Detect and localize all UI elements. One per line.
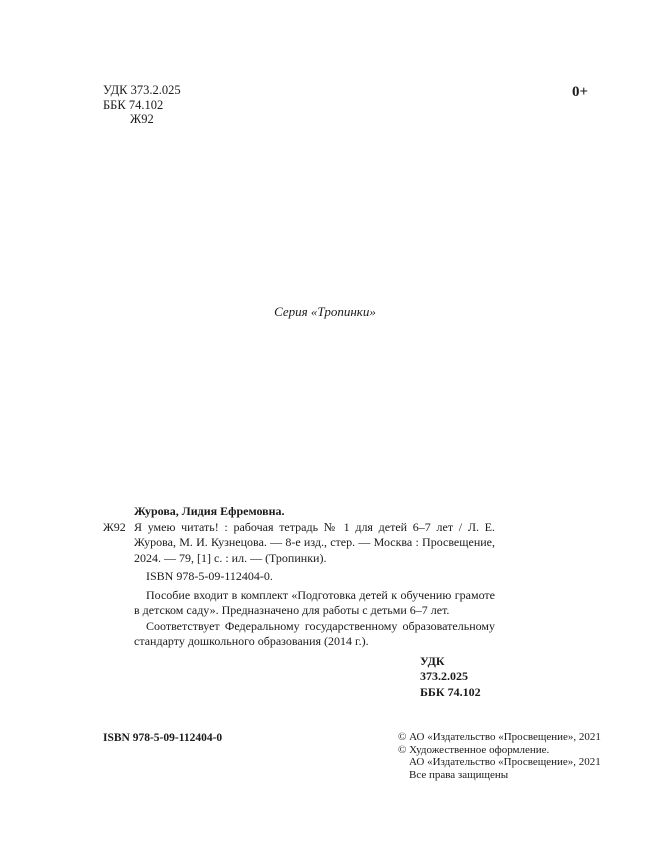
- copyright-line-4: Все права защищены: [409, 768, 509, 781]
- author-mark: Ж92: [130, 112, 154, 126]
- annotation-paragraph-1: Пособие входит в комплект «Подготовка детей к обучению грамоте в детском саду». Предназначено для работы с детьми 6–7 лет.: [134, 587, 495, 617]
- card-description: Я умею читать! : рабочая тетрадь № 1 для детей 6–7 лет / Л. Е. Журова, М. И. Кузнецова. — 8-е изд., стер. — Москва : Просвещение, 2024. — 79, [1] с. : ил. — (Тропинки).: [134, 519, 495, 565]
- series-title: Серия «Тропинки»: [274, 304, 376, 319]
- card-description-block: [103, 520, 495, 567]
- copyright-line-2: © Художественное оформление.: [398, 743, 550, 756]
- udk-code: УДК 373.2.025: [103, 83, 181, 97]
- copyright-line-1: © АО «Издательство «Просвещение», 2021: [398, 731, 601, 743]
- card-udk: УДК 373.2.025: [420, 653, 468, 683]
- card-classification: [103, 654, 495, 701]
- card-annotation: [103, 588, 495, 650]
- top-classification: [103, 83, 181, 127]
- card-author: Журова, Лидия Ефремовна.: [134, 504, 285, 518]
- copyright-line-3: АО «Издательство «Просвещение», 2021: [409, 756, 601, 768]
- card-isbn: ISBN 978-5-09-112404-0.: [146, 569, 273, 583]
- age-rating: 0+: [572, 84, 589, 100]
- card-author-mark: Ж92: [103, 519, 126, 534]
- annotation-paragraph-2: Соответствует Федеральному государственному образовательному стандарту дошкольного образования (2014 г.).: [134, 618, 495, 648]
- bbk-code: ББК 74.102: [103, 97, 164, 112]
- copyright-block: [398, 731, 601, 781]
- footer-isbn: ISBN 978-5-09-112404-0: [103, 732, 223, 744]
- card-bbk: ББК 74.102: [420, 684, 481, 699]
- catalog-card: [103, 504, 495, 700]
